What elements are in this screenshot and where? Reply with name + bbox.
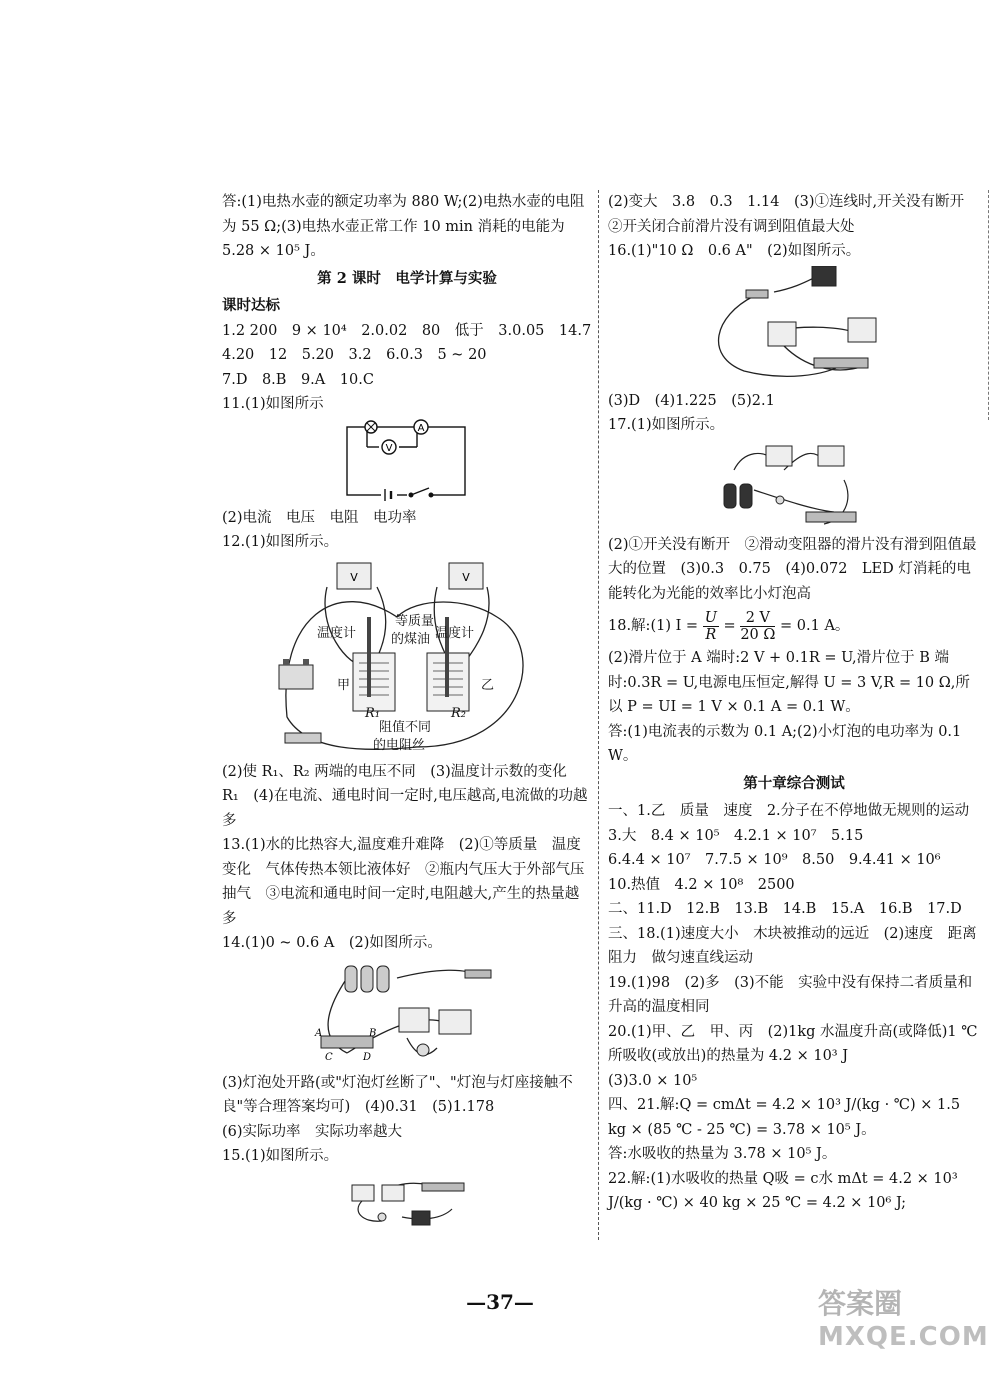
label-r1: R₁ bbox=[365, 705, 380, 721]
switch-icon bbox=[285, 733, 321, 743]
q16-circuit-figure bbox=[694, 266, 894, 386]
battery-icon bbox=[812, 266, 836, 286]
ammeter-icon bbox=[399, 1008, 429, 1032]
rheostat-icon bbox=[321, 1036, 373, 1048]
label-yi: 乙 bbox=[481, 677, 495, 693]
answer-line-2: 4.20 12 5.20 3.2 6.0.3 5 ~ 20 bbox=[222, 347, 487, 363]
label-wire-2: 的电阻丝 bbox=[373, 737, 426, 753]
answer-line-3: 7.D 8.B 9.A 10.C bbox=[222, 371, 374, 388]
ammeter-icon bbox=[414, 420, 428, 434]
watermark-line-1: 答案圈 bbox=[818, 1287, 903, 1320]
right-column bbox=[608, 190, 992, 1216]
chapter-answer-8: (3)3.0 × 10⁵ bbox=[608, 1072, 698, 1089]
q18-part2: (2)滑片位于 A 端时:2 V + 0.1R = U,滑片位于 B 端时:0.3R = U,电源电压恒定,解得 U = 3 V,R = 10 Ω,所以 P = UI = 1 V × 0.1 A = 0.1 W。 bbox=[608, 650, 970, 715]
battery-icon bbox=[345, 966, 389, 992]
q18-equals: = bbox=[718, 618, 741, 634]
label-c: C bbox=[325, 1051, 333, 1063]
chapter-answer-6: 19.(1)98 (2)多 (3)不能 实验中没有保持二者质量和升高的温度相同 bbox=[608, 974, 973, 1015]
q18-suffix: = 0.1 A。 bbox=[775, 618, 850, 634]
label-thermometer-right: 温度计 bbox=[435, 625, 475, 641]
q11-part2: (2)电流 电压 电阻 电功率 bbox=[222, 509, 417, 526]
q17-circuit-figure bbox=[714, 440, 874, 530]
ammeter-icon bbox=[768, 322, 796, 346]
chapter-answer-9: 四、21.解:Q = cmΔt = 4.2 × 10³ J/(kg · ℃) × 1.5 kg × (85 ℃ - 25 ℃) = 3.78 × 10⁵ J。 bbox=[608, 1097, 961, 1138]
q14-part4: (6)实际功率 实际功率越大 bbox=[222, 1123, 403, 1140]
label-d: D bbox=[363, 1051, 372, 1063]
q11-part1: 11.(1)如图所示 bbox=[222, 396, 324, 412]
chapter-answer-10: 答:水吸收的热量为 3.78 × 10⁵ J。 bbox=[608, 1146, 837, 1162]
q18-den1: R bbox=[705, 626, 717, 643]
label-thermometer-left: 温度计 bbox=[317, 625, 357, 641]
answer-intro: 答:(1)电热水壶的额定功率为 880 W;(2)电热水壶的电阻为 55 Ω;(3)电热水壶正常工作 10 min 消耗的电能为 5.28 × 10⁵ J。 bbox=[222, 194, 585, 259]
q15-part2: (2)变大 3.8 0.3 1.14 (3)①连线时,开关没有断开 ②开关闭合前滑片没有调到阻值最大处 bbox=[608, 194, 979, 235]
svg-text:V: V bbox=[462, 570, 470, 584]
q15-part1: 15.(1)如图所示。 bbox=[222, 1148, 339, 1164]
q12-part1: 12.(1)如图所示。 bbox=[222, 534, 339, 550]
q13-answer: 13.(1)水的比热容大,温度难升难降 (2)①等质量 温度变化 气体传热本领比液体好 ②瓶内气压大于外部气压 抽气 ③电流和通电时间一定时,电阻越大,产生的热量越多 bbox=[222, 837, 599, 927]
q16-part1: 16.(1)"10 Ω 0.6 A" (2)如图所示。 bbox=[608, 243, 861, 259]
q14-part1: 14.(1)0 ~ 0.6 A (2)如图所示。 bbox=[222, 935, 442, 951]
switch-icon bbox=[746, 290, 768, 298]
q17-part2: (2)①开关没有断开 ②滑动变阻器的滑片没有滑到阻值最大的位置 (3)0.3 0.75 (4)0.072 LED 灯消耗的电能转化为光能的效率比小灯泡高 bbox=[608, 536, 977, 602]
label-oil-1: 等质量 bbox=[395, 613, 435, 629]
q11-circuit-diagram bbox=[337, 419, 477, 503]
watermark-logo bbox=[818, 1282, 998, 1382]
q18-num2: 2 V bbox=[740, 610, 775, 627]
flask-left-icon bbox=[353, 617, 395, 711]
q18-prefix: 18.解:(1) I = bbox=[608, 618, 703, 634]
rheostat-icon bbox=[806, 512, 856, 522]
ammeter-icon bbox=[818, 446, 844, 466]
label-oil-2: 的煤油 bbox=[391, 631, 431, 647]
lamp-icon bbox=[378, 1213, 386, 1221]
column-divider bbox=[598, 190, 599, 1240]
q14-circuit-figure bbox=[307, 958, 507, 1068]
lamp-icon bbox=[365, 421, 377, 433]
voltmeter-icon bbox=[382, 440, 396, 454]
q18-part1 bbox=[608, 606, 980, 646]
q18-den2: 20 Ω bbox=[740, 626, 776, 643]
label-wire-1: 阻值不同 bbox=[379, 719, 432, 735]
label-b: B bbox=[369, 1027, 377, 1039]
label-r2: R₂ bbox=[451, 705, 466, 721]
svg-text:A: A bbox=[417, 422, 425, 434]
q16-part2: (3)D (4)1.225 (5)2.1 bbox=[608, 392, 775, 409]
rheostat-icon bbox=[422, 1183, 464, 1191]
chapter-answer-2: 6.4.4 × 10⁷ 7.7.5 × 10⁹ 8.50 9.4.41 × 10⁶ bbox=[608, 852, 941, 868]
voltmeter-icon bbox=[352, 1185, 374, 1201]
section-label: 课时达标 bbox=[222, 297, 280, 314]
voltmeter-icon bbox=[449, 563, 483, 589]
chapter-title: 第十章综合测试 bbox=[743, 774, 845, 792]
chapter-answer-11: 22.解:(1)水吸收的热量 Q吸 = c水 mΔt = 4.2 × 10³ J/(kg · ℃) × 40 kg × 25 ℃ = 4.2 × 10⁶ J; bbox=[608, 1170, 958, 1211]
chapter-answer-7: 20.(1)甲、乙 甲、丙 (2)1kg 水温度升高(或降低)1 ℃所吸收(或放出)的热量为 4.2 × 10³ J bbox=[608, 1023, 978, 1064]
lamp-icon bbox=[776, 496, 784, 504]
chapter-answer-1: 一、1.乙 质量 速度 2.分子在不停地做无规则的运动 3.大 8.4 × 10⁵ 4.2.1 × 10⁷ 5.15 bbox=[608, 803, 984, 844]
voltmeter-icon bbox=[848, 318, 876, 342]
q15-circuit-figure bbox=[342, 1171, 472, 1231]
voltmeter-icon bbox=[337, 563, 371, 589]
chapter-answer-4: 二、11.D 12.B 13.B 14.B 15.A 16.B 17.D bbox=[608, 901, 962, 917]
q14-part3: (3)灯泡处开路(或"灯泡灯丝断了"、"灯泡与灯座接触不良"等合理答案均可) (4)0.31 (5)1.178 bbox=[222, 1074, 573, 1115]
q17-part1: 17.(1)如图所示。 bbox=[608, 417, 725, 433]
page-number: —37— bbox=[466, 1290, 534, 1314]
page-edge bbox=[988, 190, 1000, 420]
battery-icon bbox=[724, 484, 752, 508]
lesson-title: 第 2 课时 电学计算与实验 bbox=[317, 269, 497, 287]
label-a: A bbox=[315, 1027, 323, 1039]
watermark-line-2: MXQE.COM bbox=[818, 1322, 989, 1352]
ammeter-icon bbox=[382, 1185, 404, 1201]
voltmeter-icon bbox=[439, 1010, 471, 1034]
svg-text:V: V bbox=[350, 570, 358, 584]
voltmeter-icon bbox=[766, 446, 792, 466]
answer-line-1: 1.2 200 9 × 10⁴ 2.0.02 80 低于 3.0.05 14.7 bbox=[222, 322, 592, 339]
q12-experiment-figure bbox=[267, 557, 547, 757]
rheostat-icon bbox=[814, 358, 868, 368]
lamp-icon bbox=[417, 1044, 429, 1056]
label-jia: 甲 bbox=[337, 677, 351, 693]
chapter-answer-3: 10.热值 4.2 × 10⁸ 2500 bbox=[608, 876, 795, 893]
left-column bbox=[222, 190, 599, 1234]
q18-part3: 答:(1)电流表的示数为 0.1 A;(2)小灯泡的电功率为 0.1 W。 bbox=[608, 723, 962, 764]
battery-icon bbox=[279, 659, 313, 689]
q18-num1: U bbox=[704, 609, 717, 626]
switch-icon bbox=[465, 970, 491, 978]
chapter-answer-5: 三、18.(1)速度大小 木块被推动的远近 (2)速度 距离 阻力 做匀速直线运动 bbox=[608, 925, 992, 966]
q12-part2: (2)使 R₁、R₂ 两端的电压不同 (3)温度计示数的变化 R₁ (4)在电流、通电时间一定时,电压越高,电流做的功越多 bbox=[222, 763, 588, 829]
battery-icon bbox=[412, 1211, 430, 1225]
battery-icon bbox=[381, 489, 397, 501]
svg-text:V: V bbox=[385, 442, 393, 454]
switch-icon bbox=[407, 488, 433, 499]
